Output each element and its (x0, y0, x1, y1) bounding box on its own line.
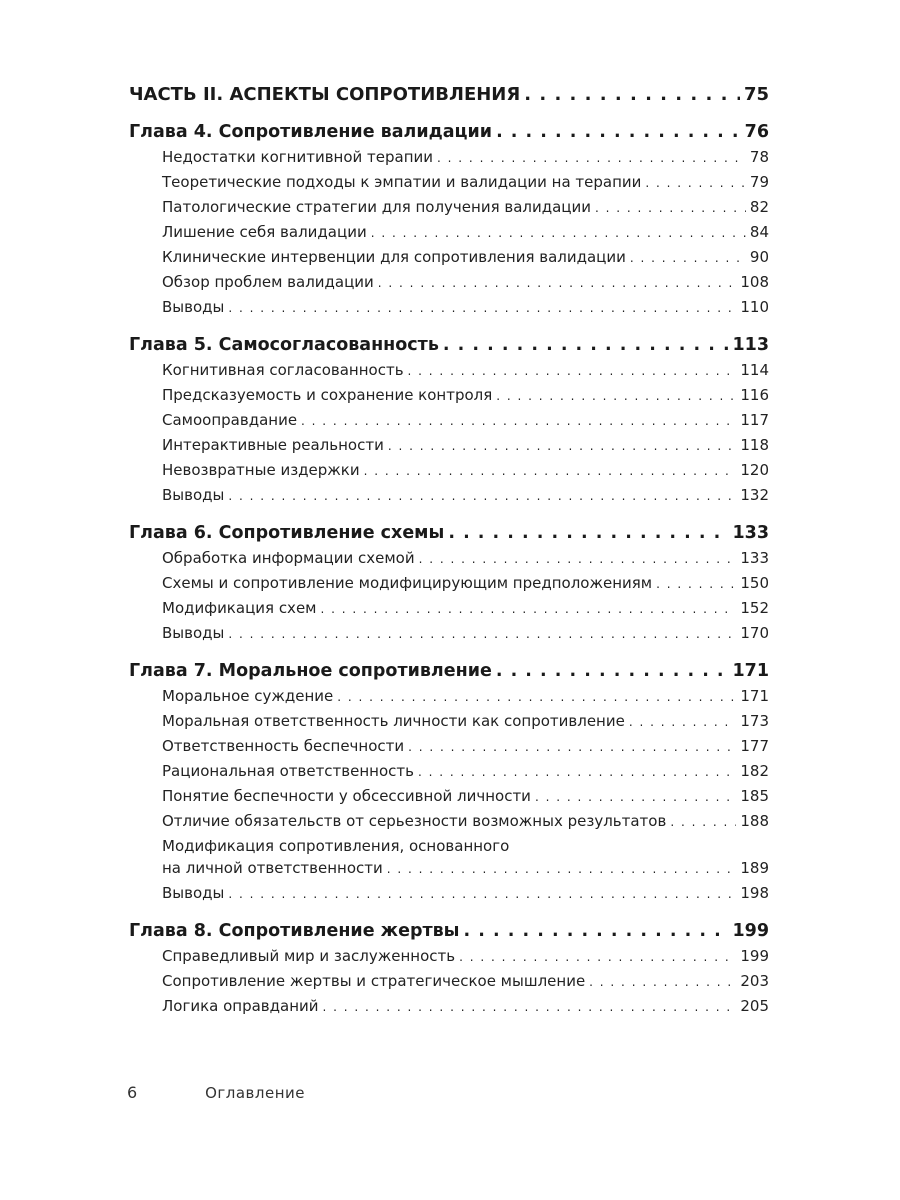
section-entry (129, 198, 769, 223)
page-number: 6 (127, 1083, 138, 1102)
section-page: 171 (740, 687, 769, 705)
chapter-block (129, 921, 769, 1022)
section-entry (129, 574, 769, 599)
section-page: 82 (749, 198, 769, 216)
section-page: 132 (740, 486, 769, 504)
section-entry (129, 436, 769, 461)
chapter-entry (129, 661, 769, 687)
section-title: Рациональная ответственность (162, 762, 414, 780)
chapter-title: Глава 6. Сопротивление схемы (129, 523, 445, 543)
dot-leader (228, 887, 736, 901)
chapter-page: 171 (732, 661, 769, 681)
section-title-line1: Модификация сопротивления, основанного (162, 837, 510, 855)
section-entry (129, 173, 769, 198)
dot-leader (387, 862, 737, 876)
section-page: 203 (740, 972, 769, 990)
section-entry (129, 624, 769, 649)
chapter-page: 113 (732, 335, 769, 355)
section-title: Обзор проблем валидации (162, 273, 374, 291)
section-page: 173 (740, 712, 769, 730)
section-entry (129, 223, 769, 248)
section-page: 90 (749, 248, 769, 266)
part-entry (129, 84, 769, 110)
section-entry (129, 712, 769, 737)
section-page: 84 (749, 223, 769, 241)
section-page: 78 (749, 148, 769, 166)
section-title: Моральная ответственность личности как сопротивление (162, 712, 625, 730)
section-entry (129, 461, 769, 486)
dot-leader (645, 176, 746, 190)
section-title: Логика оправданий (162, 997, 319, 1015)
section-page: 118 (740, 436, 769, 454)
section-page: 133 (740, 549, 769, 567)
section-entry (129, 884, 769, 909)
section-title: Лишение себя валидации (162, 223, 367, 241)
section-title: Справедливый мир и заслуженность (162, 947, 456, 965)
dot-leader (228, 489, 736, 503)
dot-leader (496, 389, 736, 403)
section-title-line2-row (162, 859, 769, 884)
section-title: Моральное суждение (162, 687, 334, 705)
section-entry (129, 411, 769, 436)
part-title: ЧАСТЬ II. АСПЕКТЫ СОПРОТИВЛЕНИЯ (129, 84, 521, 105)
dot-leader (437, 151, 746, 165)
section-entry (129, 787, 769, 812)
section-entry (129, 737, 769, 762)
chapter-page: 133 (732, 523, 769, 543)
chapter-page: 76 (744, 122, 769, 142)
dot-leader (364, 464, 737, 478)
section-title: Клинические интервенции для сопротивления валидации (162, 248, 626, 266)
dot-leader (443, 335, 729, 355)
section-entry (129, 148, 769, 173)
section-page: 198 (740, 884, 769, 902)
chapter-block (129, 335, 769, 511)
section-entry (129, 972, 769, 997)
section-title: Обработка информации схемой (162, 549, 415, 567)
section-title: Выводы (162, 486, 225, 504)
chapter-block (129, 523, 769, 649)
dot-leader (337, 690, 736, 704)
section-entry (129, 599, 769, 624)
chapter-block (129, 122, 769, 323)
page-footer (127, 1083, 305, 1102)
section-page: 170 (740, 624, 769, 642)
section-page: 108 (740, 273, 769, 291)
section-page: 189 (740, 859, 769, 877)
section-page: 177 (740, 737, 769, 755)
section-entry (129, 549, 769, 574)
running-footer-label: Оглавление (205, 1084, 306, 1102)
chapter-entry (129, 921, 769, 947)
section-entry (129, 687, 769, 712)
section-page: 182 (740, 762, 769, 780)
section-title: Теоретические подходы к эмпатии и валидации на терапии (162, 173, 642, 191)
section-entry (129, 248, 769, 273)
section-title: Сопротивление жертвы и стратегическое мышление (162, 972, 586, 990)
dot-leader (388, 439, 737, 453)
dot-leader (670, 815, 736, 829)
section-entry (129, 273, 769, 298)
section-entry (129, 947, 769, 972)
dot-leader (371, 226, 746, 240)
section-entry (129, 762, 769, 787)
dot-leader (589, 975, 736, 989)
dot-leader (464, 921, 729, 941)
dot-leader (419, 552, 737, 566)
section-page: 152 (740, 599, 769, 617)
section-title: Схемы и сопротивление модифицирующим предположениям (162, 574, 653, 592)
dot-leader (459, 950, 736, 964)
table-of-contents (129, 84, 769, 1034)
section-page: 199 (740, 947, 769, 965)
dot-leader (629, 715, 737, 729)
chapter-entry (129, 523, 769, 549)
dot-leader (228, 301, 736, 315)
section-title: Понятие беспечности у обсессивной личности (162, 787, 531, 805)
dot-leader (418, 765, 736, 779)
section-page: 150 (740, 574, 769, 592)
section-title: Патологические стратегии для получения валидации (162, 198, 592, 216)
dot-leader (378, 276, 737, 290)
section-title: Модификация схем (162, 599, 317, 617)
chapter-entry (129, 122, 769, 148)
dot-leader (323, 1000, 737, 1014)
section-entry (129, 997, 769, 1022)
section-title: Невозвратные издержки (162, 461, 360, 479)
section-title: Когнитивная согласованность (162, 361, 404, 379)
chapter-title: Глава 5. Самосогласованность (129, 335, 439, 355)
section-page: 116 (740, 386, 769, 404)
dot-leader (656, 577, 736, 591)
section-title: Предсказуемость и сохранение контроля (162, 386, 493, 404)
chapter-block (129, 661, 769, 909)
section-page: 120 (740, 461, 769, 479)
dot-leader (630, 251, 746, 265)
dot-leader (448, 523, 728, 543)
dot-leader (524, 84, 740, 105)
part-page: 75 (743, 84, 769, 105)
section-title: Выводы (162, 884, 225, 902)
section-page: 79 (749, 173, 769, 191)
section-page: 205 (740, 997, 769, 1015)
section-title: Ответственность беспечности (162, 737, 405, 755)
section-title: Самооправдание (162, 411, 298, 429)
section-title: Недостатки когнитивной терапии (162, 148, 434, 166)
dot-leader (301, 414, 736, 428)
dot-leader (320, 602, 736, 616)
chapter-entry (129, 335, 769, 361)
section-page: 188 (740, 812, 769, 830)
section-title: Выводы (162, 624, 225, 642)
dot-leader (595, 201, 746, 215)
section-title-line2: на личной ответственности (162, 859, 383, 877)
chapter-title: Глава 8. Сопротивление жертвы (129, 921, 460, 941)
section-title: Выводы (162, 298, 225, 316)
section-page: 117 (740, 411, 769, 429)
dot-leader (408, 740, 736, 754)
section-entry (129, 386, 769, 411)
chapter-title: Глава 7. Моральное сопротивление (129, 661, 492, 681)
section-entry (129, 361, 769, 386)
section-page: 114 (740, 361, 769, 379)
dot-leader (228, 627, 736, 641)
section-title: Интерактивные реальности (162, 436, 384, 454)
section-entry (129, 486, 769, 511)
section-page: 110 (740, 298, 769, 316)
section-title: Отличие обязательств от серьезности возможных результатов (162, 812, 667, 830)
dot-leader (496, 661, 729, 681)
section-page: 185 (740, 787, 769, 805)
chapter-title: Глава 4. Сопротивление валидации (129, 122, 493, 142)
dot-leader (408, 364, 737, 378)
section-entry (129, 812, 769, 837)
chapter-page: 199 (732, 921, 769, 941)
dot-leader (496, 122, 741, 142)
section-entry (129, 298, 769, 323)
section-entry-multiline (129, 837, 769, 884)
dot-leader (535, 790, 736, 804)
